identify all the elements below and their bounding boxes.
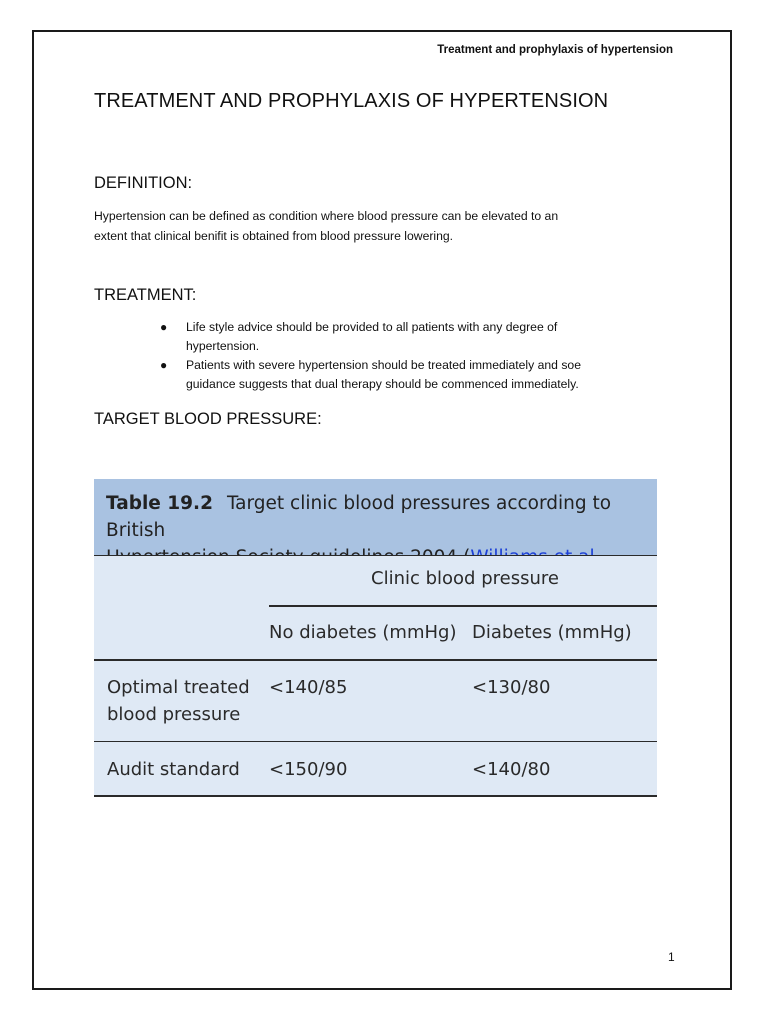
- list-item: [160, 356, 660, 394]
- bullet-text-line: Life style advice should be provided to all patients with any degree of: [186, 320, 558, 334]
- row-label-line: Optimal treated: [107, 677, 250, 698]
- bullet-text-line: Patients with severe hypertension should be treated immediately and soe: [186, 358, 581, 372]
- row-label: [107, 674, 250, 728]
- cell-no-diabetes: <150/90: [269, 759, 348, 780]
- definition-text-line: Hypertension can be defined as condition where blood pressure can be elevated to an: [94, 209, 559, 223]
- page-number: 1: [668, 950, 675, 964]
- treatment-bullet-list: [160, 318, 660, 394]
- header-rule: [94, 659, 657, 661]
- table-body: [94, 556, 657, 797]
- target-bp-heading: TARGET BLOOD PRESSURE:: [94, 410, 322, 428]
- definition-heading: DEFINITION:: [94, 174, 193, 192]
- definition-text: [94, 206, 649, 246]
- row-label-line: blood pressure: [107, 704, 241, 725]
- cell-no-diabetes: <140/85: [269, 677, 348, 698]
- bullet-text-line: hypertension.: [186, 339, 260, 353]
- row-label: Audit standard: [107, 759, 240, 780]
- running-header: Treatment and prophylaxis of hypertension: [437, 44, 673, 56]
- table-caption-text: Target clinic blood pressures according to British: [106, 493, 612, 541]
- table-number: Table 19.2: [106, 493, 213, 514]
- bullet-icon: ●: [160, 320, 168, 334]
- treatment-heading: TREATMENT:: [94, 286, 197, 304]
- table-caption: [94, 479, 657, 556]
- cell-diabetes: <140/80: [472, 759, 551, 780]
- document-title: TREATMENT AND PROPHYLAXIS OF HYPERTENSION: [94, 90, 609, 112]
- column-header-no-diabetes: No diabetes (mmHg): [269, 622, 457, 643]
- bp-target-table: [94, 479, 657, 797]
- group-header: Clinic blood pressure: [371, 568, 559, 589]
- row-divider: [94, 741, 657, 742]
- table-caption-line: [106, 490, 657, 544]
- cell-diabetes: <130/80: [472, 677, 551, 698]
- column-header-diabetes: Diabetes (mmHg): [472, 622, 632, 643]
- definition-text-line: extent that clinical benifit is obtained from blood pressure lowering.: [94, 229, 454, 243]
- list-item: [160, 318, 660, 356]
- bullet-text-line: guidance suggests that dual therapy should be commenced immediately.: [186, 377, 579, 391]
- page-frame: [32, 30, 732, 990]
- bullet-icon: ●: [160, 358, 168, 372]
- group-header-rule: [269, 605, 657, 607]
- table-bottom-rule: [94, 795, 657, 797]
